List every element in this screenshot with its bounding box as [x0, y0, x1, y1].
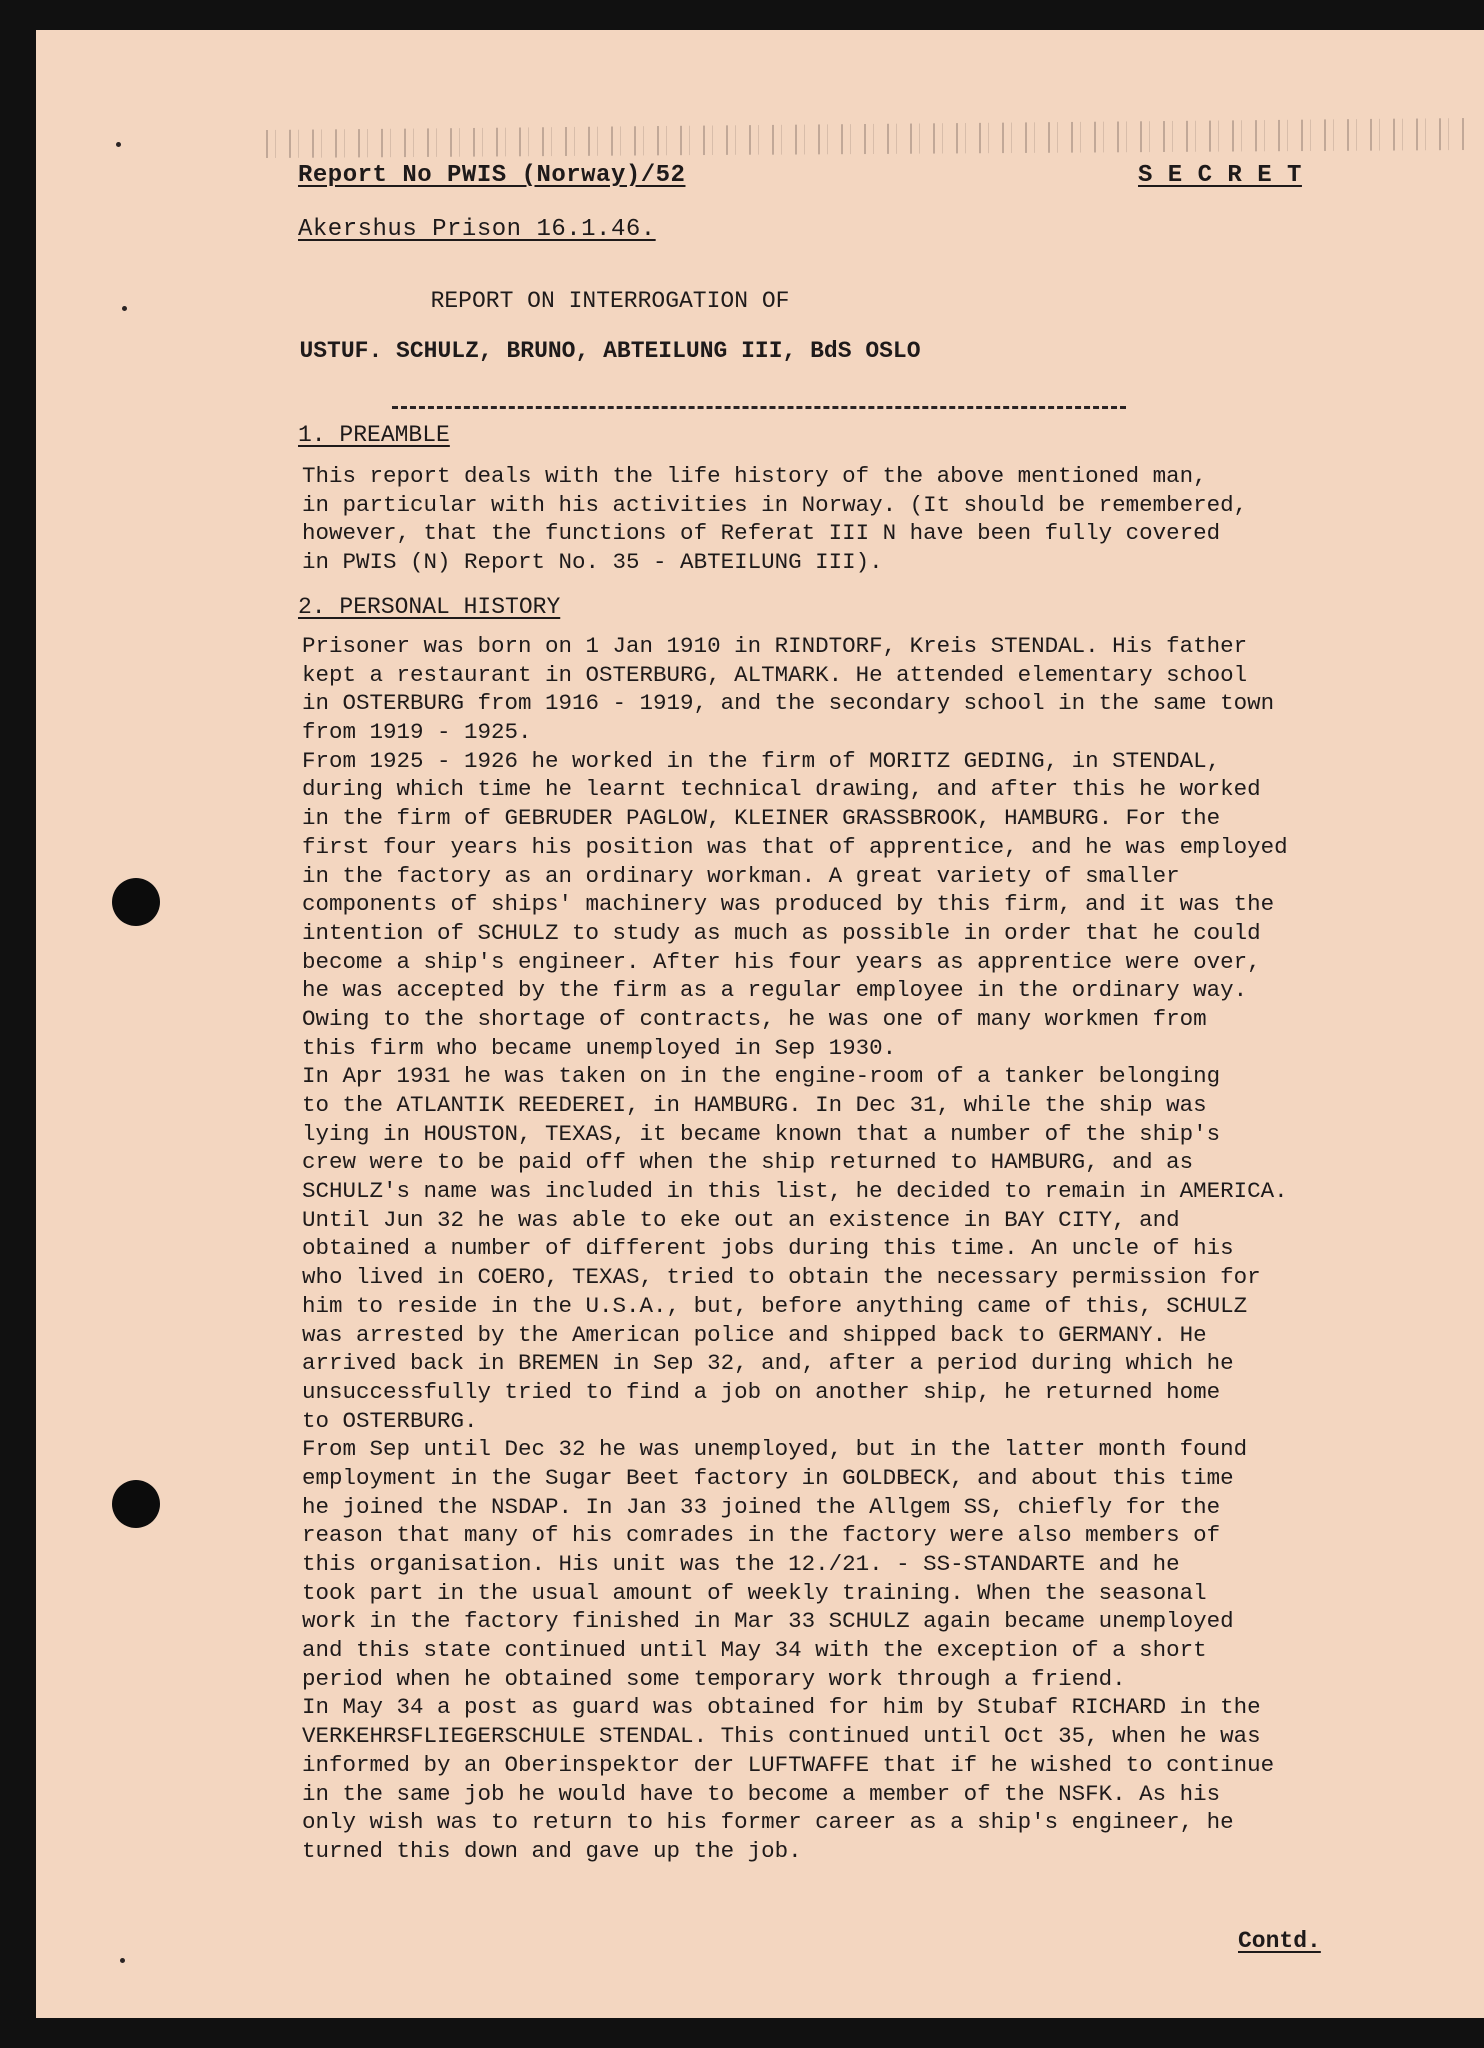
scan-marks [266, 118, 1466, 158]
text-line: him to reside in the U.S.A., but, before anything came of this, SCHULZ [302, 1292, 1248, 1319]
text-line: this firm who became unemployed in Sep 1930. [302, 1034, 897, 1061]
classification-stamp: S E C R E T [1138, 162, 1302, 189]
report-number: Report No PWIS (Norway)/52 [298, 162, 686, 189]
speck [116, 142, 121, 147]
text-line: however, that the functions of Referat III N have been fully covered [302, 520, 1221, 547]
text-line: took part in the usual amount of weekly training. When the seasonal [302, 1579, 1207, 1606]
personal-history-paragraph [302, 632, 1422, 1866]
text-line: In Apr 1931 he was taken on in the engine-room of a tanker belonging [302, 1063, 1221, 1090]
text-line: intention of SCHULZ to study as much as possible in order that he could [302, 919, 1261, 946]
text-line: in the factory as an ordinary workman. A great variety of smaller [302, 862, 1180, 889]
text-line: obtained a number of different jobs during this time. An uncle of his [302, 1235, 1234, 1262]
text-line: arrived back in BREMEN in Sep 32, and, after a period during which he [302, 1350, 1234, 1377]
text-line: lying in HOUSTON, TEXAS, it became known that a number of the ship's [302, 1120, 1221, 1147]
text-line: first four years his position was that of apprentice, and he was employed [302, 833, 1288, 860]
text-line: From Sep until Dec 32 he was unemployed, but in the latter month found [302, 1436, 1248, 1463]
text-line: to OSTERBURG. [302, 1407, 478, 1434]
text-line: in PWIS (N) Report No. 35 - ABTEILUNG III). [302, 549, 883, 576]
text-line: in the firm of GEBRUDER PAGLOW, KLEINER GRASSBROOK, HAMBURG. For the [302, 805, 1221, 832]
text-line: become a ship's engineer. After his four years as apprentice were over, [302, 948, 1261, 975]
preamble-paragraph [302, 462, 1422, 577]
punch-hole [112, 1480, 160, 1528]
text-line: he was accepted by the firm as a regular employee in the ordinary way. [302, 977, 1248, 1004]
text-line: Owing to the shortage of contracts, he was one of many workmen from [302, 1005, 1207, 1032]
report-title: REPORT ON INTERROGATION OF [430, 288, 790, 314]
text-line: SCHULZ's name was included in this list, he decided to remain in AMERICA. [302, 1178, 1288, 1205]
text-line: unsuccessfully tried to find a job on another ship, he returned home [302, 1378, 1221, 1405]
text-line: period when he obtained some temporary work through a friend. [302, 1665, 1126, 1692]
text-line: this organisation. His unit was the 12./21. - SS-STANDARTE and he [302, 1551, 1180, 1577]
text-line: Until Jun 32 he was able to eke out an existence in BAY CITY, and [302, 1206, 1180, 1233]
text-line: reason that many of his comrades in the factory were also members of [302, 1522, 1221, 1549]
text-line: and this state continued until May 34 with the exception of a short [302, 1637, 1207, 1664]
text-line: in particular with his activities in Norway. (It should be remembered, [302, 491, 1248, 518]
punch-hole [112, 878, 160, 926]
text-line: during which time he learnt technical drawing, and after this he worked [302, 776, 1261, 803]
text-line: to the ATLANTIK REEDEREI, in HAMBURG. In Dec 31, while the ship was [302, 1092, 1207, 1118]
report-subject: USTUF. SCHULZ, BRUNO, ABTEILUNG III, BdS OSLO [299, 338, 921, 364]
speck [120, 1958, 125, 1963]
text-line: crew were to be paid off when the ship returned to HAMBURG, and as [302, 1149, 1194, 1176]
text-line: in OSTERBURG from 1916 - 1919, and the secondary school in the same town [302, 690, 1275, 717]
location-date: Akershus Prison 16.1.46. [298, 216, 656, 243]
text-line: turned this down and gave up the job. [302, 1837, 802, 1864]
section-heading-personal-history: 2. PERSONAL HISTORY [298, 594, 561, 620]
text-line: Prisoner was born on 1 Jan 1910 in RINDTORF, Kreis STENDAL. His father [302, 633, 1248, 659]
text-line: only wish was to return to his former career as a ship's engineer, he [302, 1809, 1234, 1836]
text-line: in the same job he would have to become a member of the NSFK. As his [302, 1780, 1221, 1807]
text-line: who lived in COERO, TEXAS, tried to obtain the necessary permission for [302, 1264, 1261, 1291]
continued-marker: Contd. [1238, 1928, 1321, 1954]
text-line: work in the factory finished in Mar 33 SCHULZ again became unemployed [302, 1608, 1234, 1635]
text-line: In May 34 a post as guard was obtained for him by Stubaf RICHARD in the [302, 1694, 1261, 1721]
text-line: employment in the Sugar Beet factory in GOLDBECK, and about this time [302, 1464, 1234, 1491]
title-divider [392, 406, 1126, 409]
text-line: was arrested by the American police and shipped back to GERMANY. He [302, 1321, 1207, 1348]
text-line: components of ships' machinery was produced by this firm, and it was the [302, 891, 1275, 918]
text-line: from 1919 - 1925. [302, 719, 532, 746]
text-line: This report deals with the life history of the above mentioned man, [302, 463, 1207, 489]
section-heading-preamble: 1. PREAMBLE [298, 422, 450, 448]
text-line: kept a restaurant in OSTERBURG, ALTMARK. He attended elementary school [302, 661, 1248, 688]
text-line: informed by an Oberinspektor der LUFTWAFFE that if he wished to continue [302, 1751, 1275, 1778]
text-line: VERKEHRSFLIEGERSCHULE STENDAL. This continued until Oct 35, when he was [302, 1723, 1261, 1750]
text-line: From 1925 - 1926 he worked in the firm of MORITZ GEDING, in STENDAL, [302, 747, 1221, 774]
text-line: he joined the NSDAP. In Jan 33 joined the Allgem SS, chiefly for the [302, 1493, 1221, 1520]
document-page [36, 30, 1484, 2018]
